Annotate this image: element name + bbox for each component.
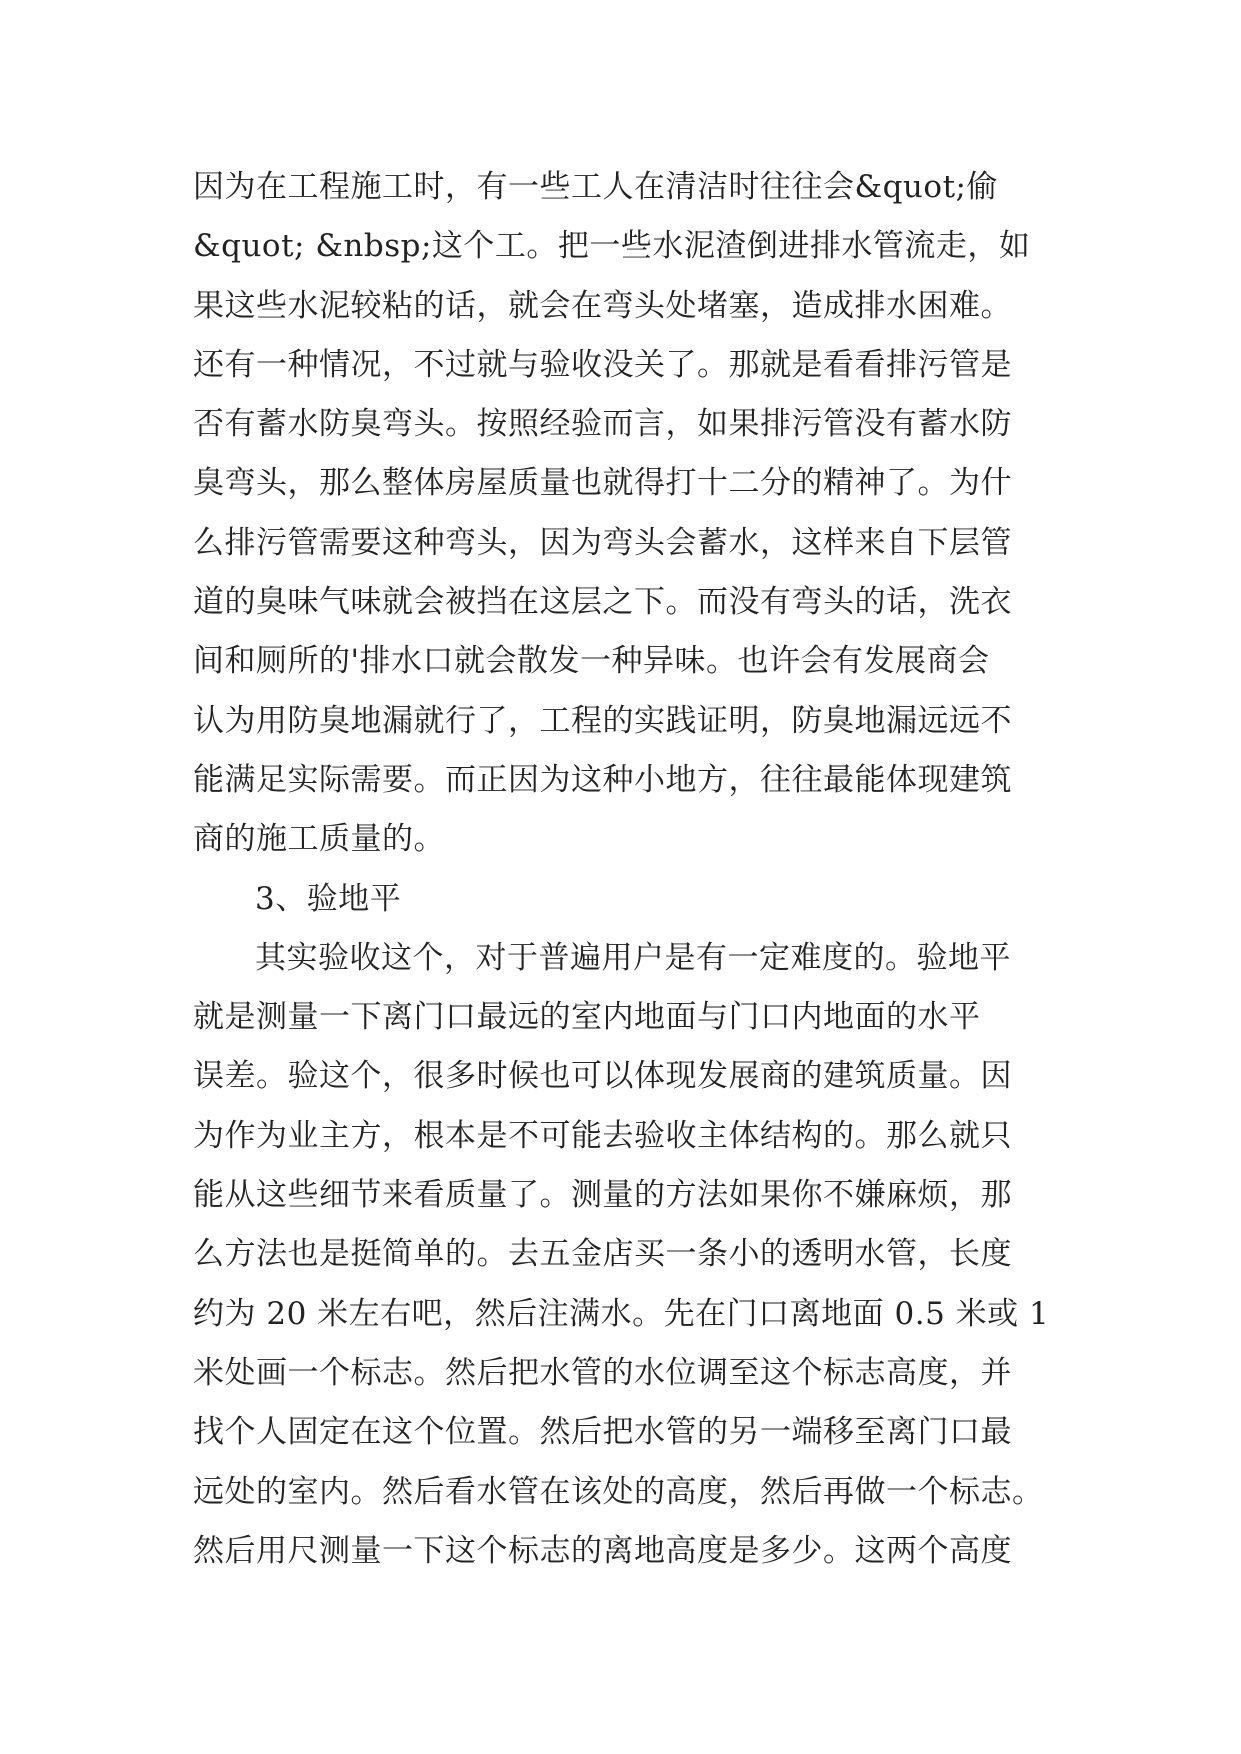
text-line: 能从这些细节来看质量了。测量的方法如果你不嫌麻烦，那 xyxy=(193,1177,1012,1214)
text-line: 还有一种情况，不过就与验收没关了。那就是看看排污管是 xyxy=(193,346,1012,383)
text-line: 臭弯头，那么整体房屋质量也就得打十二分的精神了。为什 xyxy=(193,465,1012,502)
section-heading: 3、验地平 xyxy=(255,880,402,917)
body-text xyxy=(193,158,1063,1581)
text-line: 然后用尺测量一下这个标志的离地高度是多少。这两个高度 xyxy=(193,1532,1012,1569)
text-line: 找个人固定在这个位置。然后把水管的另一端移至离门口最 xyxy=(193,1414,1012,1451)
text-line: 误差。验这个，很多时候也可以体现发展商的建筑质量。因 xyxy=(193,1058,1012,1095)
text-line: 间和厕所的'排水口就会散发一种异味。也许会有发展商会 xyxy=(193,643,990,680)
text-line: 其实验收这个，对于普遍用户是有一定难度的。验地平 xyxy=(255,939,1011,976)
text-line: 约为 20 米左右吧，然后注满水。先在门口离地面 0.5 米或 1 xyxy=(193,1295,1050,1332)
text-line: 认为用防臭地漏就行了，工程的实践证明，防臭地漏远远不 xyxy=(193,702,1012,739)
text-line: 为作为业主方，根本是不可能去验收主体结构的。那么就只 xyxy=(193,1117,1012,1154)
text-line: 因为在工程施工时，有一些工人在清洁时往往会&quot;偷 xyxy=(193,169,998,205)
text-line: 么方法也是挺简单的。去五金店买一条小的透明水管，长度 xyxy=(193,1236,1012,1273)
text-line: &quot; &nbsp;这个工。把一些水泥渣倒进排水管流走，如 xyxy=(193,228,1031,265)
text-line: 道的臭味气味就会被挡在这层之下。而没有弯头的话，洗衣 xyxy=(193,584,1012,621)
text-line: 否有蓄水防臭弯头。按照经验而言，如果排污管没有蓄水防 xyxy=(193,406,1012,443)
text-line: 果这些水泥较粘的话，就会在弯头处堵塞，造成排水困难。 xyxy=(193,287,1012,324)
text-line: 米处画一个标志。然后把水管的水位调至这个标志高度，并 xyxy=(193,1354,1012,1391)
text-line: 能满足实际需要。而正因为这种小地方，往往最能体现建筑 xyxy=(193,761,1012,798)
text-line: 么排污管需要这种弯头，因为弯头会蓄水，这样来自下层管 xyxy=(193,524,1012,561)
text-line: 就是测量一下离门口最远的室内地面与门口内地面的水平 xyxy=(193,999,981,1036)
text-line: 商的施工质量的。 xyxy=(193,821,445,858)
text-line: 远处的室内。然后看水管在该处的高度，然后再做一个标志。 xyxy=(193,1473,1044,1510)
